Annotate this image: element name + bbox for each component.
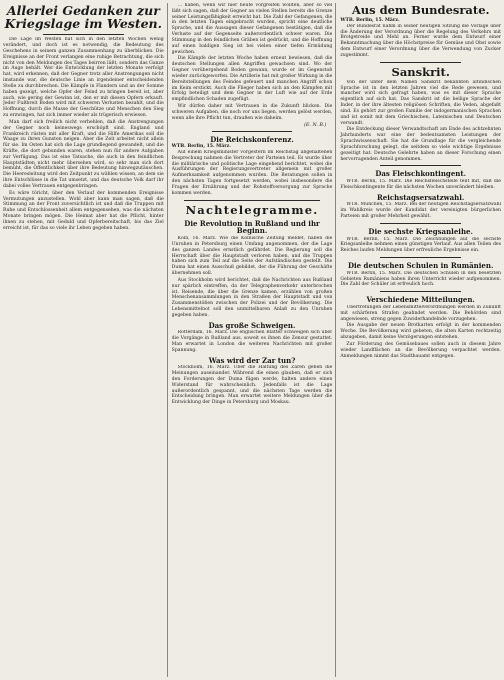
headline-nachtelegramme: Nachtelegramme. (185, 202, 319, 217)
subhead-reichskonferenz: Die Reichskonferenz. (210, 134, 294, 144)
column-2 (172, 3, 337, 677)
divider (380, 291, 461, 292)
article-body-revolution (172, 236, 333, 320)
subhead-fleischkontingent: Das Fleischkontingent. (375, 169, 467, 179)
paragraph: Rotterdam, 16. März. Die englischen Blätter schweigen sich über die Vorgänge in Rußland aus, soweit es ihnen die Zensur gestattet. Man erwartet in London die weiteren Nachrichten mit großer Spannung. (171, 330, 333, 353)
divider (380, 62, 461, 63)
paragraph: Es wäre töricht, über den Verlauf der kommenden Ereignisse Vermutungen anzustellen. Wohl aber kann man sagen, daß die Stimmung an der Front zuversichtlich ist und daß die Truppen mit Ruhe und Entschlossenheit allem entgegensehen, was die nächsten Monate bringen mögen. Die Heimat aber hat die Pflicht, hinter ihnen zu stehen, mit Geduld und Opferbereitschaft, bis das Ziel erreicht ist, für das so viele ihr Leben gegeben haben. (3, 190, 164, 231)
subhead-kriegsanleihe: Die sechste Kriegsanleihe. (368, 226, 473, 236)
paragraph: Man darf sich freilich nicht verhehlen, daß die Anstrengungen der Gegner noch keineswegs erschöpft sind. England und Frankreich rüsten mit aller Kraft, und die Hilfe Amerikas soll die Waage zu ihren Gunsten neigen. Aber die Zeit arbeitet nicht allein für sie. Im Osten hat sich die Lage grundlegend gewandelt, und die Kräfte, die dort gebunden waren, stehen nun für andere Aufgaben zur Verfügung. Das ist eine Tatsache, die auch in den feindlichen Hauptstädten nicht mehr übersehen wird, so sehr man sich dort bemüht, die Öffentlichkeit über ihre Bedeutung hinwegzutäuschen. Die Heeresleitung wird den Zeitpunkt zu wählen wissen, an dem sie ihre Entschlüsse in die Tat umsetzt, und das deutsche Volk darf ihr dabei volles Vertrauen entgegenbringen. (3, 119, 164, 189)
article-body-fleisch (340, 179, 501, 192)
divider (43, 34, 124, 35)
author-signature: (E. N. B.) (304, 122, 327, 128)
subhead-reichstagsersatzwahl: Reichstagsersatzwahl. (376, 192, 465, 202)
article-body-reichstag (340, 202, 501, 220)
paragraph: Köln, 16. März. Wie die Kölnische Zeitung meldet, haben die Unruhen in Petersburg einen Umfang angenommen, der die Lage des ganzen Landes ernstlich gefährdet. Die Regierung soll die Herrschaft über die Hauptstadt verloren haben, und die Truppen haben sich zum Teil auf die Seite der Aufständischen gestellt. Die Duma hat einen Ausschuß gebildet, der die Führung der Geschäfte übernehmen soll. (171, 236, 333, 277)
subhead-schulen-rumaenien: Die deutschen Schulen in Rumänien. (347, 261, 494, 271)
divider (380, 257, 461, 258)
headline-bundesrate: Aus dem Bundesrate. (351, 3, 490, 17)
subhead-verschiedene: Verschiedene Mitteilungen. (366, 295, 475, 305)
paragraph: Übertretungen der Lebensmittelverordnungen werden in Zukunft mit schärferen Strafen geahndet werden. Die Behörden sind angewiesen, streng gegen Zuwiderhandelnde vorzugehen. (340, 304, 502, 322)
paragraph: Zur Förderung des Gemüsebaues sollen auch in diesem Jahre wieder Landflächen an die Bevölkerung verpachtet werden. Anmeldungen nimmt das Stadtbauamt entgegen. (340, 341, 502, 359)
paragraph: Aus Stockholm wird berichtet, daß die Nachrichten aus Rußland nur spärlich eintreffen, da der Telegraphenverkehr unterbrochen ist. Reisende, die über die Grenze kamen, erzählen von großen Menschenansammlungen in den Straßen der Hauptstadt und von Zusammenstößen zwischen der Polizei und der Bevölkerung. Die Lebensmittelnot soll den unmittelbaren Anlaß zu den Unruhen gegeben haben. (171, 277, 333, 318)
paragraph: WTB. Berlin, 15. März. Die Zeichnungen auf die sechste Kriegsanleihe nehmen einen günstigen Verlauf. Aus allen Teilen des Reiches laufen Meldungen über erfreuliche Ergebnisse ein. (340, 236, 502, 254)
paragraph: WTB. Berlin, 15. März. Die Reichsfleischstelle teilt mit, daß die Fleischkontingente für die nächsten Wochen unverändert bleiben. (340, 179, 502, 190)
paragraph: Die Lage im Westen hat sich in den letzten Wochen wenig verändert, und doch ist es notwendig, die Bedeutung des Geschehens in seinem ganzen Zusammenhang zu überblicken. Die Ereignisse an der Front verlangen eine ruhige Betrachtung, die sich nicht von den Meldungen des Tages beirren läßt, sondern das Ganze im Auge behält. Wer die Entwicklung der letzten Monate verfolgt hat, wird erkennen, daß der Gegner trotz aller Anstrengungen nicht imstande war, die deutsche Linie an irgendeiner entscheidenden Stelle zu durchbrechen. Die Kämpfe in Flandern und an der Somme haben gezeigt, welche Opfer der Feind zu bringen bereit ist, aber auch, wie gering der Gewinn ist, den er mit diesen Opfern erkauft. Jeder Fußbreit Boden wird mit schweren Verlusten bezahlt, und die Hoffnung, durch die Masse der Geschütze und Menschen den Sieg zu erzwingen, hat sich immer wieder als trügerisch erwiesen. (3, 37, 164, 119)
headline-kriegslage: Allerlei Gedanken zur Kriegslage im Westen. (4, 3, 162, 32)
divider (380, 165, 461, 166)
paragraph: Die Ausgabe der neuen Brotkarten erfolgt in der kommenden Woche. Die Bevölkerung wird gebeten, die alten Karten rechtzeitig abzugeben, damit keine Verzögerungen entstehen. (340, 323, 502, 341)
paragraph: Von der unter dem Namen Sanskrit bekannten altindischen Sprache ist in den letzten Jahren viel die Rede gewesen, und mancher wird sich gefragt haben, was es mit dieser Sprache eigentlich auf sich hat. Das Sanskrit ist die heilige Sprache der Inder, in der ihre ältesten religiösen Schriften, die Veden, abgefaßt sind. Es gehört zur großen Familie der indogermanischen Sprachen und ist somit mit dem Griechischen, Lateinischen und Deutschen verwandt. (340, 79, 502, 126)
paragraph: Stockholm, 16. März. Über die Haltung des Zaren gehen die Meinungen auseinander. Während die einen glauben, daß er sich den Forderungen der Duma fügen werde, halten andere einen Widerstand für wahrscheinlich. Jedenfalls ist die Lage außerordentlich gespannt, und die nächsten Tage werden die Entscheidung bringen. Man erwartet weitere Meldungen über die Entwicklung der Dinge in Petersburg und Moskau. (171, 365, 333, 406)
column-3 (340, 3, 501, 677)
divider (380, 223, 461, 224)
article-body-kriegsanleihe (340, 237, 501, 255)
dateline: WTB. Berlin, 15. März. (171, 144, 231, 150)
paragraph: WTB. München, 15. März. Bei der heutigen Reichstagsersatzwahl im Wahlkreis wurde der Kandidat der vereinigten bürgerlichen Parteien mit großer Mehrheit gewählt. (340, 202, 502, 220)
dateline: WTB. Berlin, 15. März. (340, 18, 400, 24)
divider (212, 131, 293, 132)
article-body-sanskrit (340, 80, 501, 164)
article-body-verschiedene (340, 305, 501, 677)
paragraph: Die Entdeckung dieser Verwandtschaft am Ende des achtzehnten Jahrhunderts war eine der bedeutsamsten Leistungen der Sprachwissenschaft. Sie hat die Grundlage für die vergleichende Sprachforschung gelegt, die seitdem so viele wichtige Ergebnisse gezeitigt hat. Deutsche Gelehrte haben an dieser Forschung einen hervorragenden Anteil genommen. (340, 127, 502, 162)
paragraph: Die Kämpfe der letzten Woche haben erneut bewiesen, daß die deutschen Stellungen allen Angriffen gewachsen sind. Wo der Gegner vorübergehend Boden gewann, wurde er im Gegenstoß wieder zurückgeworfen. Die Artillerie hat mit großer Wirkung in die Bereitstellungen des Feindes gefeuert und manchen Angriff schon im Keim erstickt. Auch die Flieger haben sich an den Kämpfen mit Erfolg beteiligt und dem Gegner in der Luft wie auf der Erde empfindlichen Schaden zugefügt. (171, 56, 333, 103)
paragraph: Auf einem Kriegsminister vorgestern im Reichstag abgehaltenen Besprechung nahmen die Vertreter der Parteien teil. Es wurde über die militärische und politische Lage eingehend berichtet, wobei die Ausführungen der Regierungsvertreter allgemein mit großer Aufmerksamkeit aufgenommen wurden. Die Beratungen sollen in den nächsten Tagen fortgesetzt werden, wobei insbesondere die Fragen der Ernährung und der Rohstoffversorgung zur Sprache kommen werden. (171, 149, 333, 196)
divider (184, 200, 321, 201)
paragraph: Wir dürfen daher mit Vertrauen in die Zukunft blicken. Die schweren Aufgaben, die noch vor uns liegen, werden gelöst werden, wenn alle ihre Pflicht tun, draußen wie daheim. (171, 104, 333, 121)
column-1 (3, 3, 168, 677)
article-body-schweigen (172, 330, 333, 354)
paragraph: WTB. Berlin, 15. März. Die deutschen Schulen in den besetzten Gebieten Rumäniens haben ihren Unterricht wieder aufgenommen. Die Zahl der Schüler ist erfreulich hoch. (340, 270, 502, 288)
subhead-revolution: Die Revolution in Rußland und ihr Beginn. (184, 218, 320, 236)
paragraph: Der Bundesrat nahm in seiner heutigen Sitzung die Vorlage über die Änderung der Verordnung über die Regelung des Verkehrs mit Brotgetreide und Mehl an. Ferner wurde dem Entwurf einer Bekanntmachung über die Höchstpreise für Gemüse und Obst sowie dem Entwurf einer Verordnung über die Verwendung von Zucker zugestimmt. (340, 23, 502, 58)
article-body-bundesrate (340, 24, 501, 60)
headline-sanskrit: Sanskrit. (391, 64, 450, 79)
article-body-reichskonferenz (172, 150, 333, 198)
paragraph: ... haben, wenn wir hier heute vorgreifen wollten, aber so viel läßt sich sagen, daß der Gegner an vielen Stellen bereits die Grenze seiner Leistungsfähigkeit erreicht hat. Die Zahl der Gefangenen, die in den letzten Tagen eingebracht wurden, spricht eine deutliche Sprache, und die Aussagen dieser Gefangenen bestätigen, daß die Verluste auf der Gegenseite außerordentlich schwer waren. Die Stimmung in den feindlichen Gräben ist gedrückt, und die Hoffnung auf einen baldigen Sieg ist bei vielen einer tiefen Ermüdung gewichen. (171, 3, 333, 55)
article-body-kriegslage (3, 37, 164, 677)
subhead-zar: Was wird der Zar tun? (208, 355, 296, 365)
subhead-schweigen: Das große Schweigen. (208, 320, 296, 330)
article-body-zar (172, 365, 333, 677)
article-body-schulen (340, 271, 501, 289)
article-continuation (172, 3, 333, 123)
